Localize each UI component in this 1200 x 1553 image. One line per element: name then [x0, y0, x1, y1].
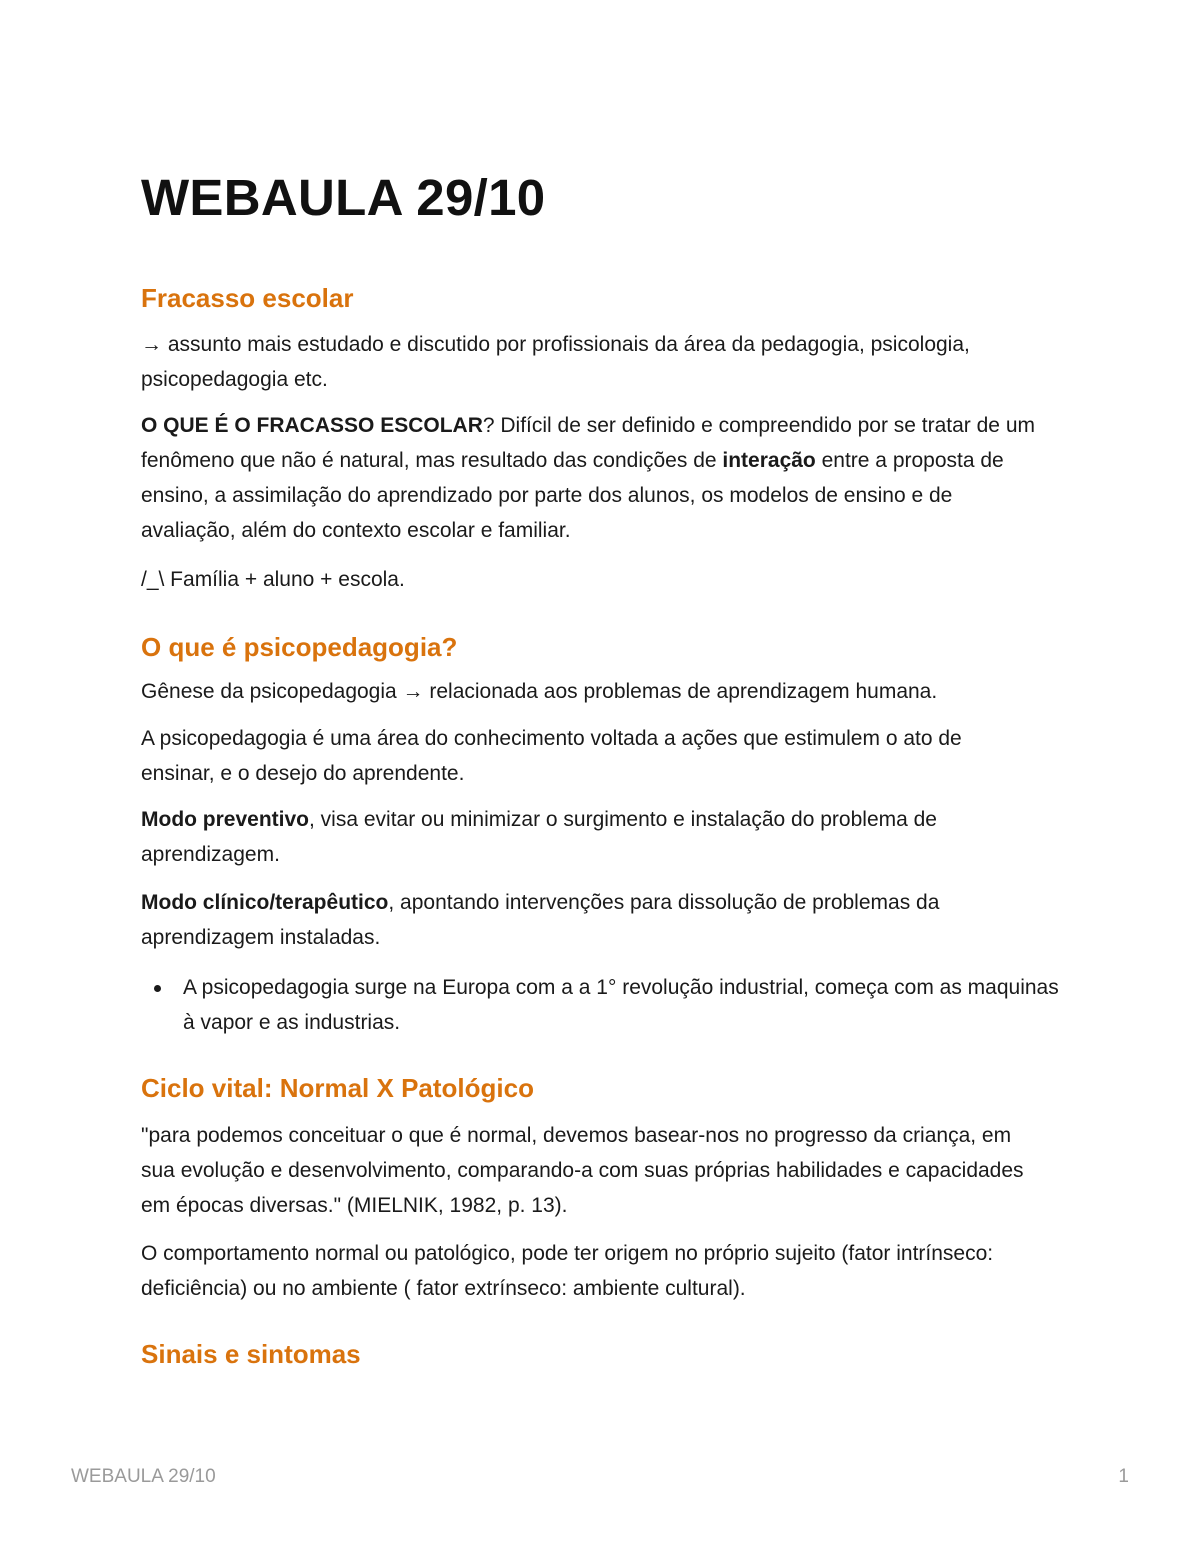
- page-number: 1: [1118, 1466, 1129, 1487]
- paragraph: /_\ Família + aluno + escola.: [141, 568, 405, 591]
- section-heading-psicopedagogia: O que é psicopedagogia?: [141, 632, 458, 662]
- paragraph-text: , apontando intervenções para dissolução de problemas da aprendizagem instaladas.: [141, 891, 940, 949]
- paragraph-text: entre a proposta de ensino, a assimilação do aprendizado por parte dos alunos, os modelos de ensino e de avaliação, além do contexto escolar e familiar.: [141, 449, 1004, 542]
- paragraph: Gênese da psicopedagogia → relacionada aos problemas de aprendizagem humana.: [141, 680, 938, 703]
- paragraph: → assunto mais estudado e discutido por profissionais da área da pedagogia, psicologia, psicopedagogia etc.: [141, 333, 970, 391]
- page-title: WEBAULA 29/10: [141, 169, 546, 226]
- bold-text: Modo preventivo: [141, 808, 310, 831]
- paragraph: [141, 885, 1041, 955]
- section-heading-sinais-e-sintomas: Sinais e sintomas: [141, 1339, 361, 1369]
- list-item-text: A psicopedagogia surge na Europa com a a 1° revolução industrial, começa com as maquinas à vapor e as industrias.: [183, 976, 1059, 1034]
- paragraph-text: ? Difícil de ser definido e compreendido por se tratar de um fenômeno que não é natural, mas resultado das condições de: [141, 414, 1035, 472]
- paragraph: O comportamento normal ou patológico, pode ter origem no próprio sujeito (fator intrínseco: deficiência) ou no ambiente ( fator extrínseco: ambiente cultural).: [141, 1242, 994, 1300]
- paragraph: "para podemos conceituar o que é normal, devemos basear-nos no progresso da criança, em sua evolução e desenvolvimento, comparando-a com suas próprias habilidades e capacidades em épocas diversas." (MIELNIK, 1982, p. 13).: [141, 1124, 1024, 1217]
- paragraph: [141, 802, 1041, 872]
- paragraph-text: , visa evitar ou minimizar o surgimento e instalação do problema de aprendizagem.: [141, 808, 937, 866]
- section-heading-fracasso-escolar: Fracasso escolar: [141, 283, 354, 313]
- section-heading-ciclo-vital: Ciclo vital: Normal X Patológico: [141, 1073, 534, 1103]
- bold-text: O QUE É O FRACASSO ESCOLAR: [141, 414, 483, 437]
- paragraph: [141, 408, 1041, 548]
- bold-text: interação: [722, 449, 816, 472]
- bold-text: Modo clínico/terapêutico: [141, 891, 389, 914]
- paragraph: A psicopedagogia é uma área do conhecimento voltada a ações que estimulem o ato de ensinar, e o desejo do aprendente.: [141, 727, 962, 785]
- bullet-icon: [154, 985, 161, 992]
- footer-title: WEBAULA 29/10: [71, 1466, 216, 1487]
